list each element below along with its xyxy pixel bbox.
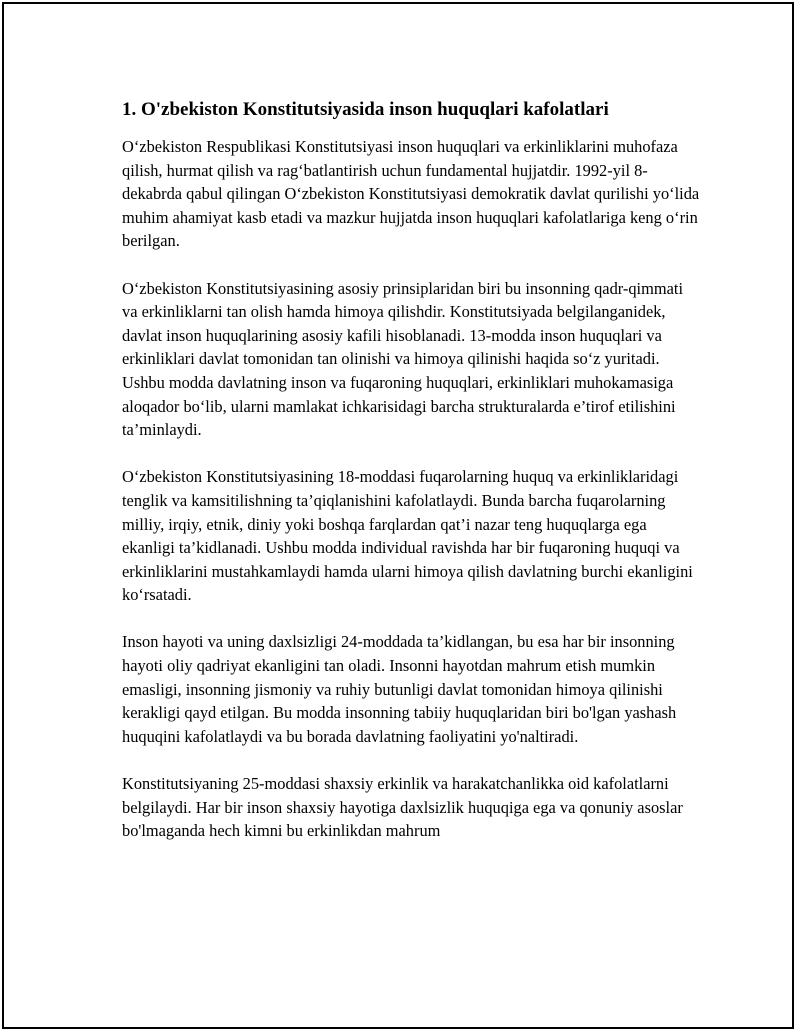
paragraph: O‘zbekiston Konstitutsiyasining 18-moddasi fuqarolarning huquq va erkinliklaridagi tenglik va kamsitilishning ta’qiqlanishini kafolatlaydi. Bunda barcha fuqarolarning milliy, irqiy, etnik, diniy yoki boshqa farqlardan qat’i nazar teng huquqlarga ega ekanligi ta’kidlanadi. Ushbu modda individual ravishda har bir fuqaroning huquqi va erkinliklarini mustahkamlaydi hamda ularni himoya qilish davlatning burchi ekanligini ko‘rsatadi. <box>122 467 693 605</box>
paragraph: Inson hayoti va uning daxlsizligi 24-moddada ta’kidlangan, bu esa har bir insonning hayoti oliy qadriyat ekanligini tan oladi. Insonni hayotdan mahrum etish mumkin emasligi, insonning jismoniy va ruhiy butunligi davlat tomonidan himoya qilinishi kerakligi qayd etilgan. Bu modda insonning tabiiy huquqlaridan biri bo'lgan yashash huquqini kafolatlaydi va bu borada davlatning faoliyatini yo'naltiradi. <box>122 632 677 746</box>
paragraph: O‘zbekiston Konstitutsiyasining asosiy prinsiplaridan biri bu insonning qadr-qimmati va erkinliklarni tan olish hamda himoya qilishdir. Konstitutsiyada belgilanganidek, davlat inson huquqlarining asosiy kafili hisoblanadi. 13-modda inson huquqlari va erkinliklari davlat tomonidan tan olinishi va himoya qilinishi haqida so‘z yuritadi. Ushbu modda davlatning inson va fuqaroning huquqlari, erkinliklari muhokamasiga aloqador bo‘lib, ularni mamlakat ichkarisidagi barcha strukturalarda e’tirof etilishini ta’minlaydi. <box>122 278 683 440</box>
paragraph: O‘zbekiston Respublikasi Konstitutsiyasi inson huquqlari va erkinliklarini muhofaza qilish, hurmat qilish va rag‘batlantirish uchun fundamental hujjatdir. 1992-yil 8-dekabrda qabul qilingan O‘zbekiston Konstitutsiyasi demokratik davlat qurilishi yo‘lida muhim ahamiyat kasb etadi va mazkur hujjatda inson huquqlari kafolatlariga keng o‘rin berilgan. <box>122 137 700 251</box>
paragraph: Konstitutsiyaning 25-moddasi shaxsiy erkinlik va harakatchanlikka oid kafolatlarni belgilaydi. Har bir inson shaxsiy hayotiga daxlsizlik huquqiga ega va qonuniy asoslar bo'lmaganda hech kimni bu erkinlikdan mahrum <box>122 774 683 841</box>
document-body <box>122 98 702 866</box>
page-title: 1. O'zbekiston Konstitutsiyasida inson huquqlari kafolatlari <box>122 99 609 120</box>
page-frame <box>2 2 794 1029</box>
